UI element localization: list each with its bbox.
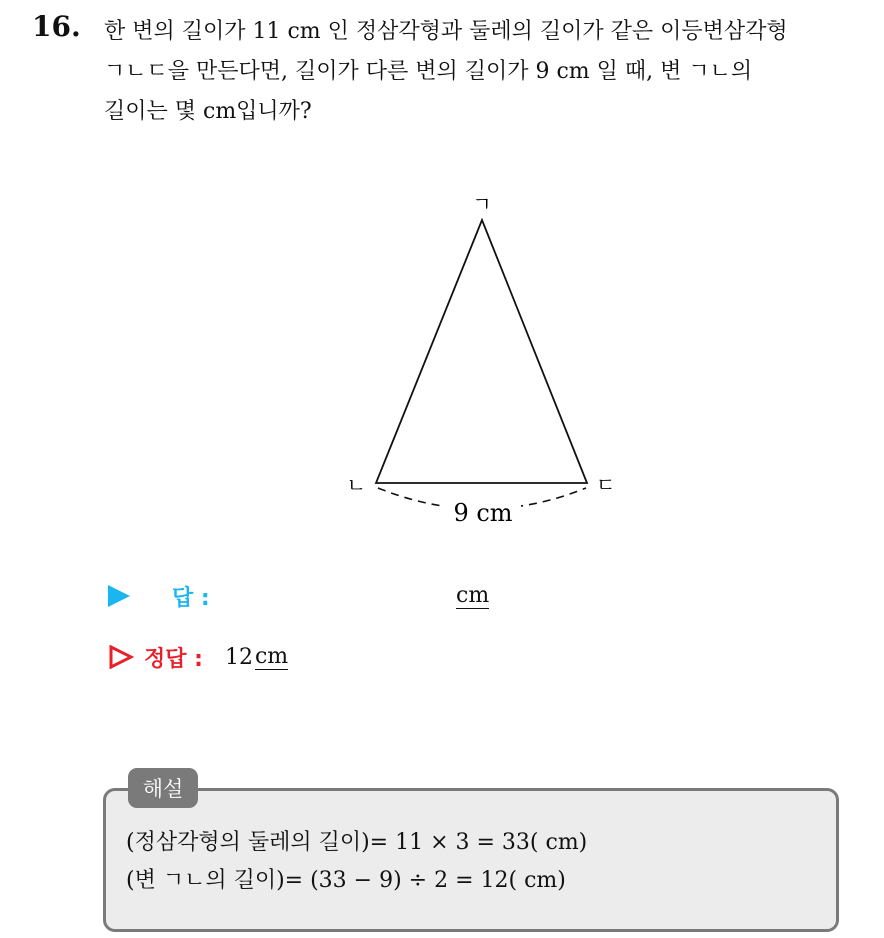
solution-tag: 해설 [128,768,198,808]
filled-triangle-arrow-icon [108,585,130,607]
triangle-shape [376,220,587,483]
base-length-label: 9 cm [453,499,513,527]
solution-line-1: (정삼각형의 둘레의 길이)= 11 × 3 = 33( cm) [126,830,588,855]
question-number: 16. [32,10,81,43]
question-line-3: 길이는 몇 cm입니까? [104,99,312,124]
answer-label: 답 : [172,585,210,611]
correct-answer-row [108,640,288,674]
vertex-label-right: ㄷ [596,473,616,497]
question-line-1: 한 변의 길이가 11 cm 인 정삼각형과 둘레의 길이가 같은 이등변삼각형 [104,19,788,44]
vertex-label-top: ㄱ [472,192,492,216]
correct-answer-unit: cm [254,643,289,669]
correct-answer-value: 12 [224,644,253,670]
solution-line-2: (변 ㄱㄴ의 길이)= (33 − 9) ÷ 2 = 12( cm) [126,868,566,893]
isosceles-triangle-figure [300,180,640,540]
question-text [104,12,864,132]
answer-unit-blank[interactable]: cm [456,583,490,608]
outline-triangle-arrow-icon [108,645,134,669]
solution-text [126,824,587,900]
vertex-label-left: ㄴ [346,473,366,497]
correct-answer-label: 정답 : [144,646,203,672]
question-line-2: ㄱㄴㄷ을 만든다면, 길이가 다른 변의 길이가 9 cm 일 때, 변 ㄱㄴ의 [104,59,753,84]
answer-row [108,579,210,613]
